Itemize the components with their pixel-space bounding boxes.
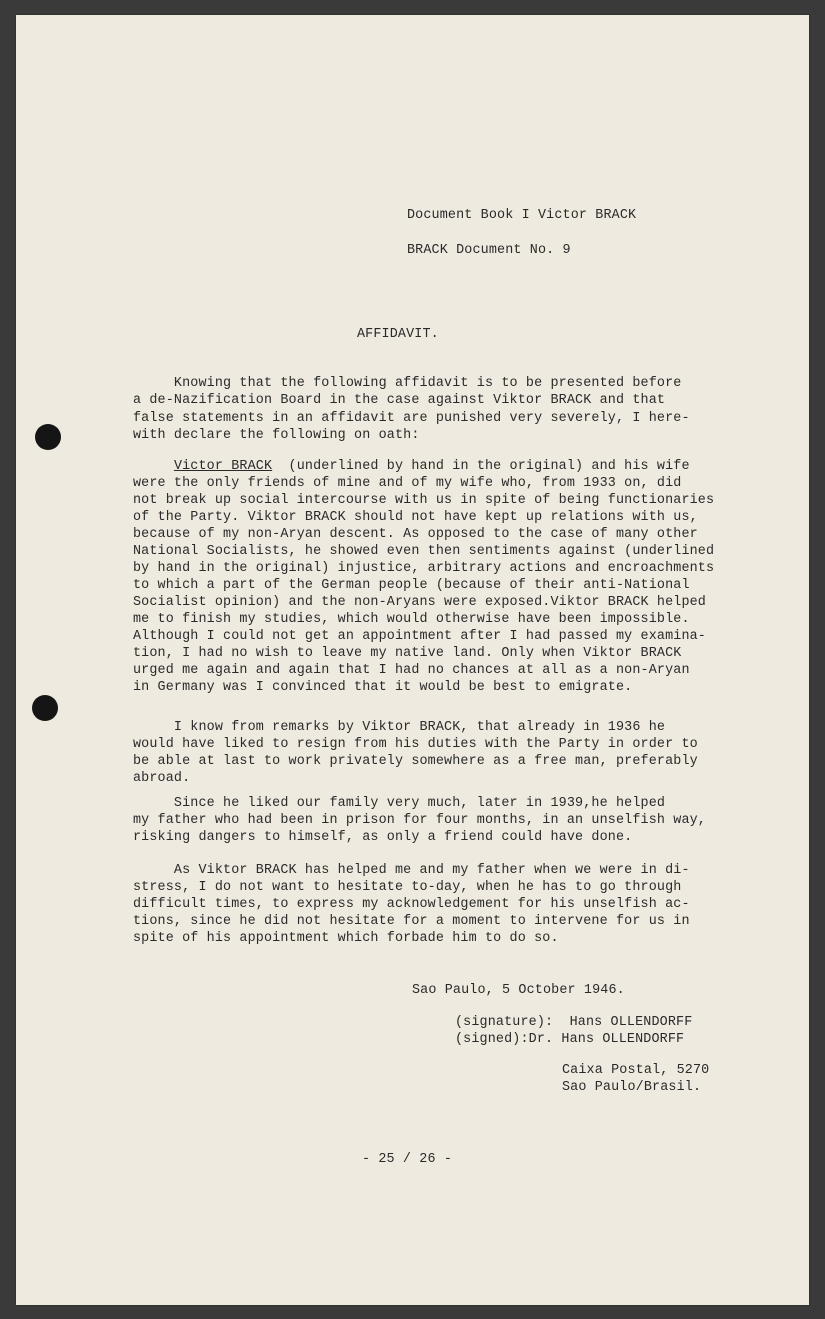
para2-line: because of my non-Aryan descent. As opposed to the case of many other [133, 527, 698, 542]
para2-line: me to finish my studies, which would otherwise have been impossible. [133, 612, 690, 627]
para3-line: abroad. [133, 771, 191, 786]
para1-line: with declare the following on oath: [133, 428, 420, 443]
para4-line: risking dangers to himself, as only a friend could have done. [133, 830, 633, 845]
affidavit-title: AFFIDAVIT. [357, 327, 439, 342]
para5-line: As Viktor BRACK has helped me and my father when we were in di- [133, 863, 690, 878]
para2-line: in Germany was I convinced that it would be best to emigrate. [133, 680, 633, 695]
punch-hole-lower [32, 695, 58, 721]
underlined-name: Victor BRACK [173, 459, 273, 474]
para5-line: stress, I do not want to hesitate to-day, when he has to go through [133, 880, 682, 895]
address-line-1: Caixa Postal, 5270 [562, 1063, 710, 1078]
para5-line: difficult times, to express my acknowledgement for his unselfish ac- [133, 897, 690, 912]
punch-hole-upper [35, 424, 61, 450]
header-line-1: Document Book I Victor BRACK [407, 208, 637, 223]
para2-line: were the only friends of mine and of my wife who, from 1933 on, did [133, 476, 682, 491]
para3-line: I know from remarks by Viktor BRACK, that already in 1936 he [133, 720, 666, 735]
para2-line: Although I could not get an appointment after I had passed my examina- [133, 629, 706, 644]
signed-line: (signed):Dr. Hans OLLENDORFF [455, 1032, 685, 1047]
para2-line: by hand in the original) injustice, arbitrary actions and encroachments [133, 561, 715, 576]
para1-line: a de-Nazification Board in the case against Viktor BRACK and that [133, 393, 666, 408]
para1-line: false statements in an affidavit are punished very severely, I here- [133, 411, 690, 426]
para5-line: tions, since he did not hesitate for a moment to intervene for us in [133, 914, 690, 929]
para2-line: to which a part of the German people (because of their anti-National [133, 578, 690, 593]
para3-line: would have liked to resign from his duties with the Party in order to [133, 737, 698, 752]
signature-line: (signature): Hans OLLENDORFF [455, 1015, 693, 1030]
para2-line: of the Party. Viktor BRACK should not have kept up relations with us, [133, 510, 698, 525]
para2-line: Socialist opinion) and the non-Aryans were exposed.Viktor BRACK helped [133, 595, 706, 610]
address-line-2: Sao Paulo/Brasil. [562, 1080, 702, 1095]
para4-line: Since he liked our family very much, later in 1939,he helped [133, 796, 666, 811]
para5-line: spite of his appointment which forbade him to do so. [133, 931, 559, 946]
para3-line: be able at last to work privately somewhere as a free man, preferably [133, 754, 698, 769]
para2-line: tion, I had no wish to leave my native land. Only when Viktor BRACK [133, 646, 682, 661]
para2-first-line [133, 458, 690, 475]
header-line-2: BRACK Document No. 9 [407, 243, 571, 258]
document-page [16, 15, 809, 1305]
para2-line: not break up social intercourse with us in spite of being functionaries [133, 493, 715, 508]
para2-first-line-rest: (underlined by hand in the original) and his wife [272, 459, 690, 474]
para1-line: Knowing that the following affidavit is to be presented before [133, 376, 682, 391]
place-and-date: Sao Paulo, 5 October 1946. [412, 983, 625, 998]
para4-line: my father who had been in prison for four months, in an unselfish way, [133, 813, 706, 828]
para2-line: urged me again and again that I had no chances at all as a non-Aryan [133, 663, 690, 678]
page-number: - 25 / 26 - [362, 1152, 453, 1167]
para2-line: National Socialists, he showed even then sentiments against (underlined [133, 544, 715, 559]
